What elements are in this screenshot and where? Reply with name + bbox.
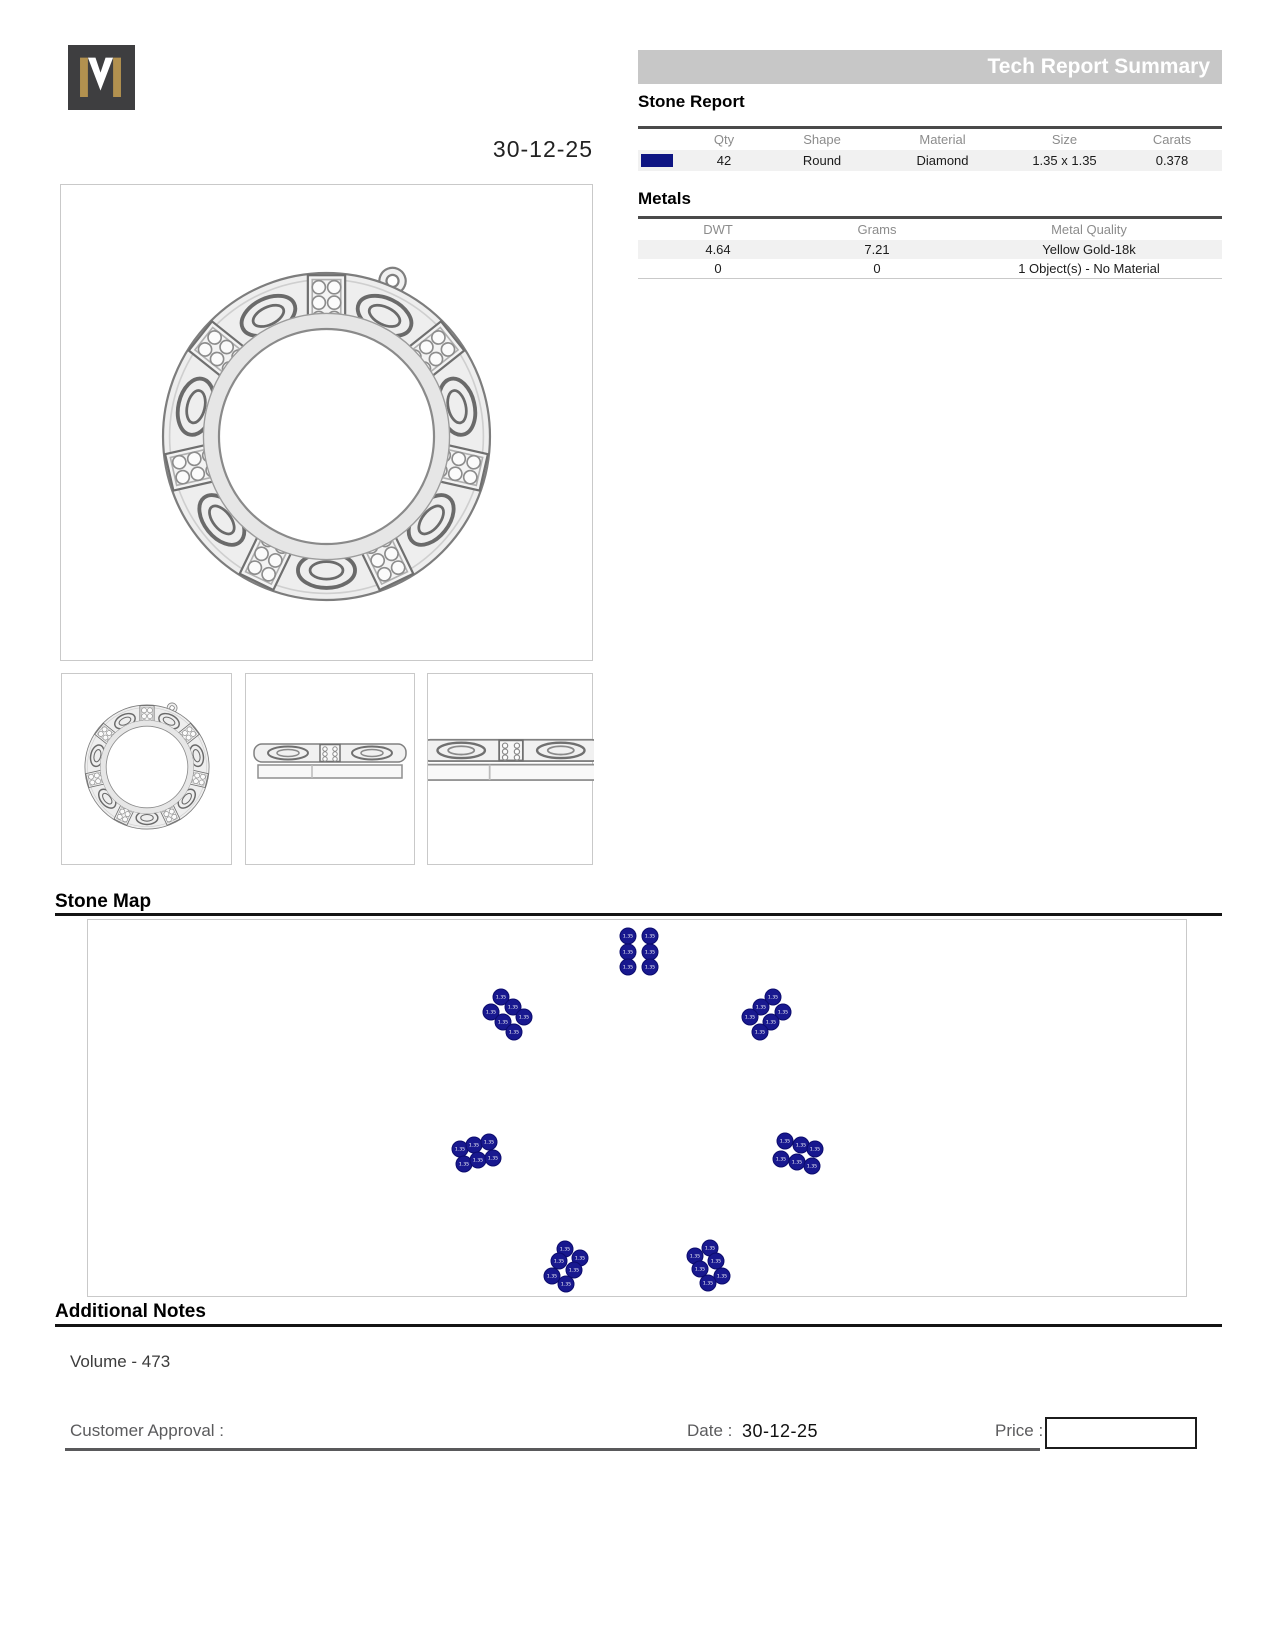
- svg-text:1.35: 1.35: [483, 1140, 495, 1146]
- stone-marker: [466, 1137, 482, 1153]
- svg-text:1.35: 1.35: [622, 950, 634, 956]
- price-label: Price :: [995, 1421, 1044, 1440]
- logo-m-glyph: [68, 45, 133, 108]
- pendant-front-thumb: [72, 692, 222, 842]
- stone-marker: [642, 944, 658, 960]
- stone-marker: [620, 928, 636, 944]
- svg-text:1.35: 1.35: [644, 950, 656, 956]
- report-title: Tech Report Summary: [987, 55, 1210, 78]
- pendant-side-thumb-2: [428, 730, 594, 804]
- stone-marker: [558, 1276, 574, 1292]
- cell-grams-1: 7.21: [864, 242, 890, 257]
- stone-marker: [642, 959, 658, 975]
- stone-marker: [544, 1268, 560, 1284]
- col-qty: Qty: [713, 132, 735, 147]
- svg-text:1.35: 1.35: [779, 1139, 791, 1145]
- thumbnail-side-view-1: [245, 673, 415, 865]
- svg-text:1.35: 1.35: [644, 965, 656, 971]
- stone-marker: [566, 1262, 582, 1278]
- pendant-front-render: [129, 239, 524, 634]
- thumbnail-side-view-2: [427, 673, 593, 865]
- cell-carats: 0.378: [1155, 153, 1189, 168]
- footer-date-label: Date :: [687, 1421, 733, 1440]
- stone-marker: [773, 1151, 789, 1167]
- approval-signature-line: [65, 1448, 1040, 1451]
- stone-marker: [708, 1253, 724, 1269]
- svg-text:1.35: 1.35: [472, 1158, 484, 1164]
- stone-marker: [804, 1158, 820, 1174]
- svg-text:1.35: 1.35: [775, 1157, 787, 1163]
- cell-dwt-2: 0: [714, 261, 722, 276]
- col-dwt: DWT: [703, 222, 733, 237]
- cell-size: 1.35 x 1.35: [1032, 153, 1097, 168]
- svg-text:1.35: 1.35: [809, 1147, 821, 1153]
- svg-text:1.35: 1.35: [507, 1005, 519, 1011]
- cell-qty: 42: [716, 153, 732, 168]
- svg-text:1.35: 1.35: [568, 1268, 580, 1274]
- svg-text:1.35: 1.35: [754, 1030, 766, 1036]
- stone-report-header-row: [638, 129, 1222, 150]
- svg-text:1.35: 1.35: [458, 1162, 470, 1168]
- metals-table: [638, 216, 1222, 279]
- stone-marker: [642, 928, 658, 944]
- metals-title: Metals: [638, 189, 691, 208]
- company-logo: [68, 45, 135, 110]
- cell-grams-2: 0: [873, 261, 881, 276]
- cell-shape: Round: [802, 153, 842, 168]
- cell-dwt-1: 4.64: [705, 242, 731, 257]
- additional-notes-title: Additional Notes: [55, 1301, 206, 1322]
- stone-marker: [742, 1009, 758, 1025]
- svg-text:1.35: 1.35: [765, 1020, 777, 1026]
- svg-text:1.35: 1.35: [716, 1274, 728, 1280]
- svg-text:1.35: 1.35: [574, 1256, 586, 1262]
- svg-text:1.35: 1.35: [495, 995, 507, 1001]
- stone-color-swatch: [641, 154, 673, 167]
- svg-text:1.35: 1.35: [546, 1274, 558, 1280]
- svg-text:1.35: 1.35: [744, 1015, 756, 1021]
- stone-map-rule: [55, 913, 1222, 916]
- footer-date-value: 30-12-25: [742, 1421, 819, 1441]
- svg-text:1.35: 1.35: [559, 1247, 571, 1253]
- price-input-box[interactable]: [1045, 1417, 1197, 1449]
- stone-marker: [714, 1268, 730, 1284]
- stone-marker: [516, 1009, 532, 1025]
- stone-marker: [485, 1150, 501, 1166]
- col-material: Material: [919, 132, 966, 147]
- svg-text:1.35: 1.35: [644, 934, 656, 940]
- stone-map-panel: [87, 919, 1187, 1297]
- stone-marker: [700, 1275, 716, 1291]
- stone-marker: [752, 1024, 768, 1040]
- svg-text:1.35: 1.35: [487, 1156, 499, 1162]
- stone-map-canvas: [88, 920, 1186, 1296]
- svg-text:1.35: 1.35: [694, 1267, 706, 1273]
- svg-text:1.35: 1.35: [508, 1030, 520, 1036]
- cell-quality-2: 1 Object(s) - No Material: [1018, 261, 1160, 276]
- svg-text:1.35: 1.35: [777, 1010, 789, 1016]
- report-header-bar: [638, 50, 1222, 84]
- stone-marker: [481, 1134, 497, 1150]
- svg-text:1.35: 1.35: [767, 995, 779, 1001]
- svg-text:1.35: 1.35: [518, 1015, 530, 1021]
- stone-marker: [456, 1156, 472, 1172]
- svg-text:1.35: 1.35: [553, 1259, 565, 1265]
- stone-marker: [551, 1253, 567, 1269]
- stone-report-table: [638, 126, 1222, 171]
- additional-notes-rule: [55, 1324, 1222, 1327]
- cell-material: Diamond: [916, 153, 969, 168]
- svg-text:1.35: 1.35: [622, 934, 634, 940]
- stone-map-title: Stone Map: [55, 891, 152, 912]
- svg-text:1.35: 1.35: [454, 1147, 466, 1153]
- stone-marker: [789, 1154, 805, 1170]
- svg-text:1.35: 1.35: [791, 1160, 803, 1166]
- svg-text:1.35: 1.35: [755, 1005, 767, 1011]
- svg-text:1.35: 1.35: [622, 965, 634, 971]
- svg-text:1.35: 1.35: [710, 1259, 722, 1265]
- col-shape: Shape: [803, 132, 841, 147]
- stone-marker: [692, 1261, 708, 1277]
- svg-text:1.35: 1.35: [806, 1164, 818, 1170]
- col-carats: Carats: [1152, 132, 1192, 147]
- stone-marker: [470, 1152, 486, 1168]
- stone-marker: [793, 1137, 809, 1153]
- stone-marker: [452, 1141, 468, 1157]
- pendant-side-thumb-1: [250, 732, 410, 802]
- col-grams: Grams: [857, 222, 897, 237]
- stone-report-data-row: [638, 150, 1222, 171]
- svg-text:1.35: 1.35: [795, 1143, 807, 1149]
- volume-note: Volume - 473: [70, 1352, 171, 1371]
- svg-text:1.35: 1.35: [689, 1254, 701, 1260]
- col-size: Size: [1051, 132, 1078, 147]
- design-date: 30-12-25: [492, 136, 593, 162]
- stone-marker: [620, 959, 636, 975]
- stone-marker: [506, 1024, 522, 1040]
- svg-text:1.35: 1.35: [468, 1143, 480, 1149]
- stone-report-title: Stone Report: [638, 92, 745, 111]
- stone-marker: [777, 1133, 793, 1149]
- thumbnail-front-view: [61, 673, 232, 865]
- svg-text:1.35: 1.35: [702, 1281, 714, 1287]
- metals-row-1: [638, 240, 1222, 259]
- stone-marker: [620, 944, 636, 960]
- customer-approval-label: Customer Approval :: [70, 1421, 225, 1440]
- main-render-frame: [60, 184, 593, 661]
- col-metal-quality: Metal Quality: [1051, 222, 1127, 237]
- metals-row-2: [638, 259, 1222, 278]
- svg-text:1.35: 1.35: [497, 1020, 509, 1026]
- metals-header-row: [638, 219, 1222, 240]
- svg-text:1.35: 1.35: [560, 1282, 572, 1288]
- stone-marker: [807, 1141, 823, 1157]
- svg-text:1.35: 1.35: [704, 1246, 716, 1252]
- cell-quality-1: Yellow Gold-18k: [1042, 242, 1136, 257]
- svg-text:1.35: 1.35: [485, 1010, 497, 1016]
